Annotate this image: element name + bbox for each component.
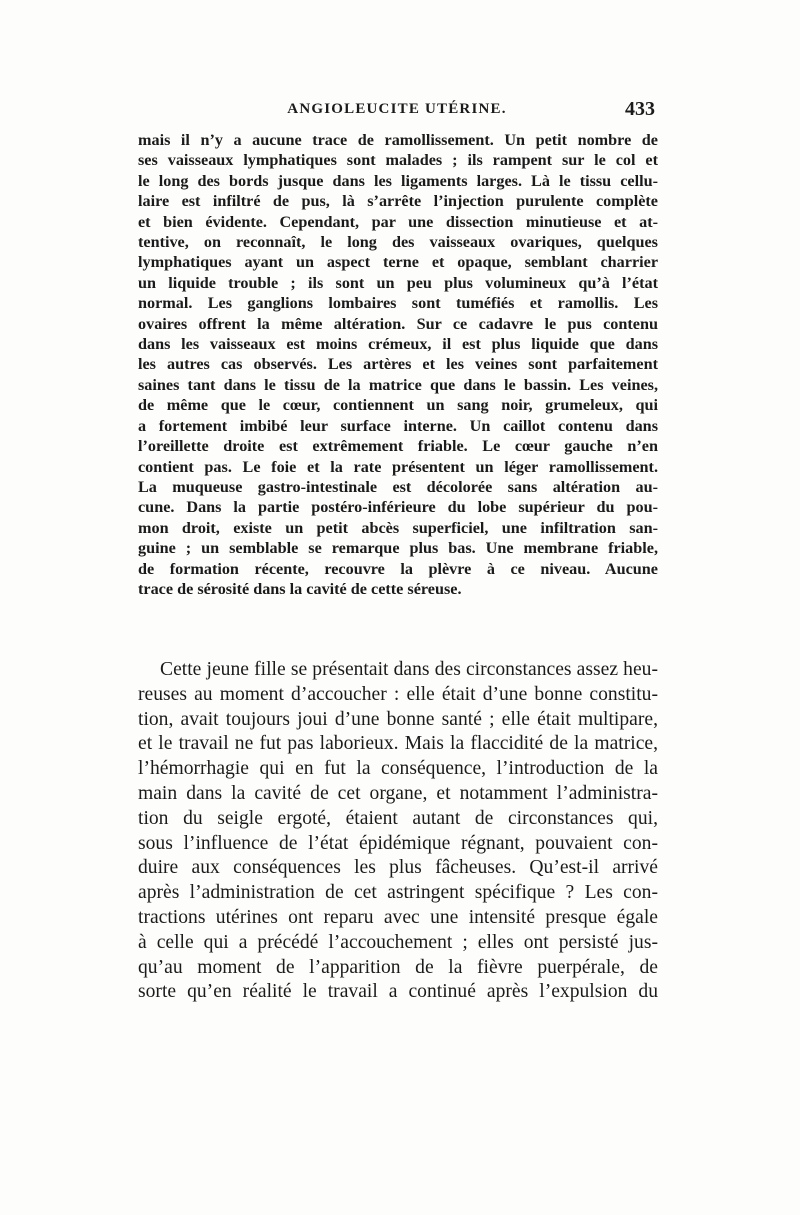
text-line: après l’administration de cet astringent spécifique ? Les con- [138, 882, 658, 904]
text-line: Cette jeune fille se présentait dans des circonstances assez heu- [160, 659, 658, 680]
running-title: ANGIOLEUCITE UTÉRINE. [287, 101, 507, 117]
text-line: guine ; un semblable se remarque plus bas. Une membrane friable, [138, 539, 658, 558]
text-line: dans les vaisseaux est moins crémeux, il est plus liquide que dans [138, 335, 658, 354]
commentary-paragraph [138, 658, 658, 1005]
text-line: a fortement imbibé leur surface interne. Un caillot contenu dans [138, 416, 658, 435]
text-line: de formation récente, recouvre la plèvre à ce niveau. Aucune [138, 559, 658, 578]
text-line: l’oreillette droite est extrêmement friable. Le cœur gauche n’en [138, 437, 658, 456]
text-line: lymphatiques ayant un aspect terne et opaque, semblant charrier [138, 253, 658, 272]
text-line: saines tant dans le tissu de la matrice que dans le bassin. Les veines, [138, 375, 658, 394]
text-line: ovaires offrent la même altération. Sur ce cadavre le pus contenu [138, 314, 658, 333]
text-line: reuses au moment d’accoucher : elle était d’une bonne constitu- [138, 683, 658, 705]
text-line: qu’au moment de l’apparition de la fièvre puerpérale, de [138, 956, 658, 978]
text-line: l’hémorrhagie qui en fut la conséquence, l’introduction de la [138, 758, 658, 780]
text-line: mon droit, existe un petit abcès superficiel, une infiltration san- [138, 518, 658, 537]
text-line: duire aux conséquences les plus fâcheuses. Qu’est-il arrivé [138, 857, 658, 879]
page-number: 433 [625, 98, 655, 120]
text-line: sous l’influence de l’état épidémique régnant, pouvaient con- [138, 832, 658, 854]
autopsy-paragraph [138, 130, 658, 599]
text-line: cune. Dans la partie postéro-inférieure du lobe supérieur du pou- [138, 498, 658, 517]
text-line: ses vaisseaux lymphatiques sont malades ; ils rampent sur le col et [138, 151, 658, 170]
text-line: La muqueuse gastro-intestinale est décolorée sans altération au- [138, 477, 658, 496]
text-line: normal. Les ganglions lombaires sont tuméfiés et ramollis. Les [138, 294, 658, 313]
text-line: de même que le cœur, contiennent un sang noir, grumeleux, qui [138, 396, 658, 415]
text-line: tractions utérines ont reparu avec une intensité presque égale [138, 906, 658, 928]
text-line: tion, avait toujours joui d’une bonne santé ; elle était multipare, [138, 708, 658, 730]
text-line: un liquide trouble ; ils sont un peu plus volumineux qu’à l’état [138, 273, 658, 292]
running-head [137, 98, 657, 124]
text-line: sorte qu’en réalité le travail a continué après l’expulsion du [138, 981, 658, 1003]
text-line: à celle qui a précédé l’accouchement ; elles ont persisté jus- [138, 931, 658, 953]
text-line: main dans la cavité de cet organe, et notamment l’administra- [138, 782, 658, 804]
text-line: et bien évidente. Cependant, par une dissection minutieuse et at- [138, 212, 658, 231]
text-line: les autres cas observés. Les artères et les veines sont parfaitement [138, 355, 658, 374]
text-line: le long des bords jusque dans les ligaments larges. Là le tissu cellu- [138, 171, 658, 190]
text-line: et le travail ne fut pas laborieux. Mais la flaccidité de la matrice, [138, 733, 658, 755]
text-line: trace de sérosité dans la cavité de cette séreuse. [138, 579, 462, 598]
text-line: tion du seigle ergoté, étaient autant de circonstances qui, [138, 807, 658, 829]
text-line: mais il n’y a aucune trace de ramollissement. Un petit nombre de [138, 131, 658, 149]
text-line: tentive, on reconnaît, le long des vaisseaux ovariques, quelques [138, 233, 658, 252]
text-line: contient pas. Le foie et la rate présentent un léger ramollissement. [138, 457, 658, 476]
text-line: laire est infiltré de pus, là s’arrête l’injection purulente complète [138, 192, 658, 211]
